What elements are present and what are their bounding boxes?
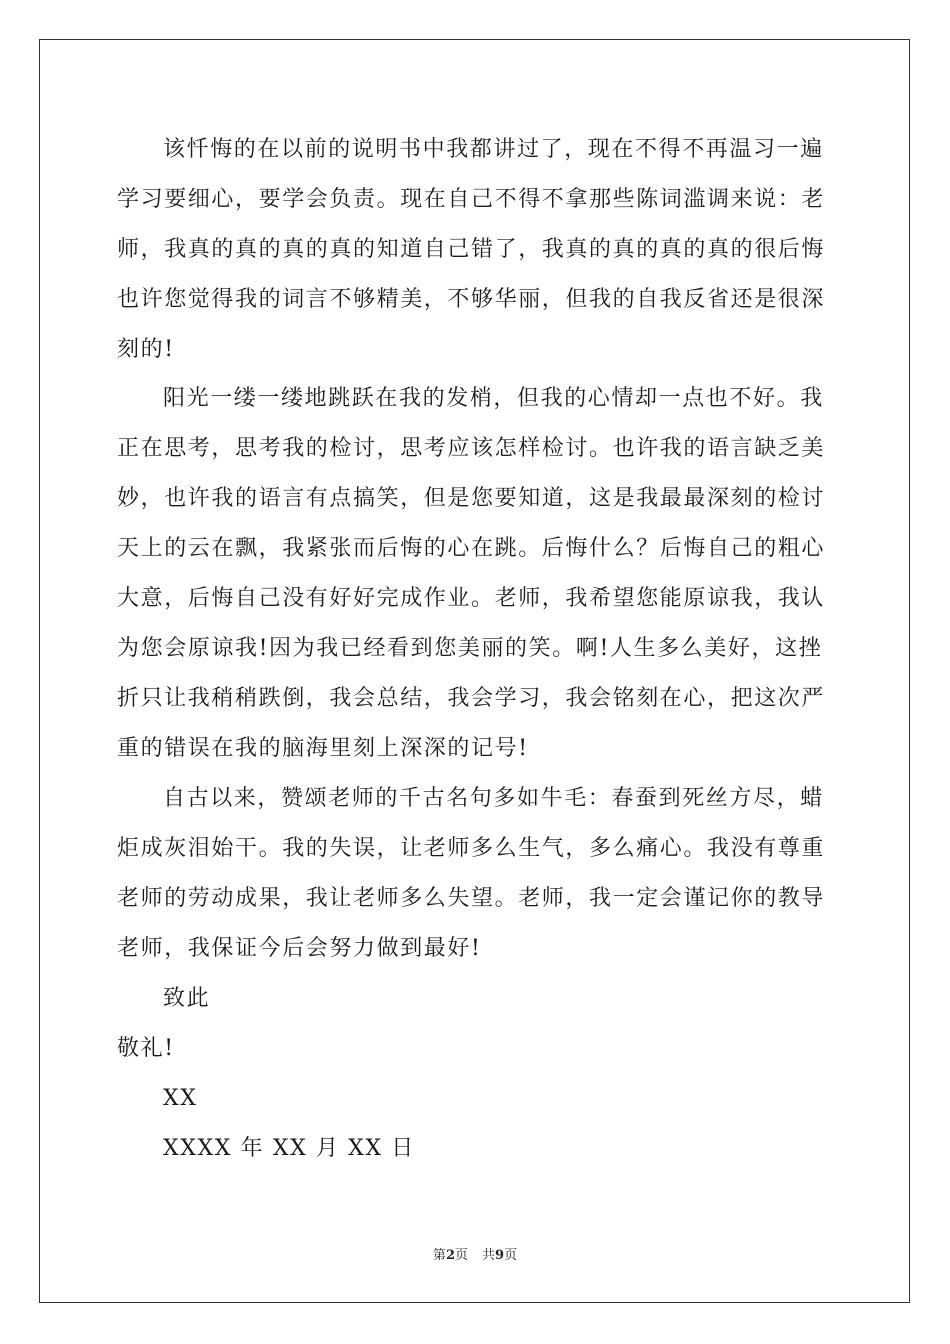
paragraph-2-line-6: 为您会原谅我!因为我已经看到您美丽的笑。啊!人生多么美好，这挫 — [117, 636, 823, 661]
paragraph-2-line-5: 大意，后悔自己没有好好完成作业。老师，我希望您能原谅我，我认 — [117, 586, 826, 611]
paragraph-2-line-8: 重的错误在我的脑海里刻上深深的记号! — [117, 736, 529, 761]
page-footer — [0, 1248, 950, 1264]
signature: XX — [163, 1086, 198, 1111]
page-suffix: 页 — [454, 1248, 468, 1263]
page-number: 2 — [445, 1248, 455, 1263]
page-border — [39, 39, 910, 1303]
total-pages: 9 — [495, 1248, 505, 1263]
closing-text: 致此 — [163, 986, 211, 1011]
paragraph-1-line-1: 该忏悔的在以前的说明书中我都讲过了，现在不得不再温习一遍 — [163, 137, 824, 162]
paragraph-1-line-4: 也许您觉得我的词言不够精美，不够华丽，但我的自我反省还是很深 — [117, 287, 826, 312]
paragraph-2-line-3: 妙，也许我的语言有点搞笑，但是您要知道，这是我最最深刻的检讨 — [117, 486, 826, 511]
total-suffix: 页 — [504, 1248, 518, 1263]
total-prefix: 共 — [482, 1248, 496, 1263]
paragraph-2-line-1: 阳光一缕一缕地跳跃在我的发梢，但我的心情却一点也不好。我 — [163, 386, 824, 411]
paragraph-1-line-3: 师，我真的真的真的真的知道自己错了，我真的真的真的真的很后悔 — [117, 237, 826, 262]
paragraph-2-line-2: 正在思考，思考我的检讨，思考应该怎样检讨。也许我的语言缺乏美 — [117, 436, 826, 461]
page-prefix: 第 — [432, 1248, 446, 1263]
paragraph-3-line-3: 老师的劳动成果，我让老师多么失望。老师，我一定会谨记你的教导 — [117, 886, 826, 911]
paragraph-1-line-5: 刻的! — [117, 337, 175, 362]
paragraph-3-line-4: 老师，我保证今后会努力做到最好! — [117, 936, 482, 961]
date-line: XXXX 年 XX 月 XX 日 — [163, 1136, 415, 1161]
salute-text: 敬礼! — [117, 1036, 175, 1061]
paragraph-2-line-7: 折只让我稍稍跌倒，我会总结，我会学习，我会铭刻在心，把这次严 — [117, 686, 826, 711]
paragraph-3-line-1: 自古以来，赞颂老师的千古名句多如牛毛：春蚕到死丝方尽，蜡 — [163, 786, 824, 811]
paragraph-1-line-2: 学习要细心，要学会负责。现在自己不得不拿那些陈词滥调来说：老 — [117, 187, 826, 212]
paragraph-2-line-4: 天上的云在飘，我紧张而后悔的心在跳。后悔什么？后悔自己的粗心 — [117, 536, 826, 561]
paragraph-3-line-2: 炬成灰泪始干。我的失误，让老师多么生气，多么痛心。我没有尊重 — [117, 836, 826, 861]
